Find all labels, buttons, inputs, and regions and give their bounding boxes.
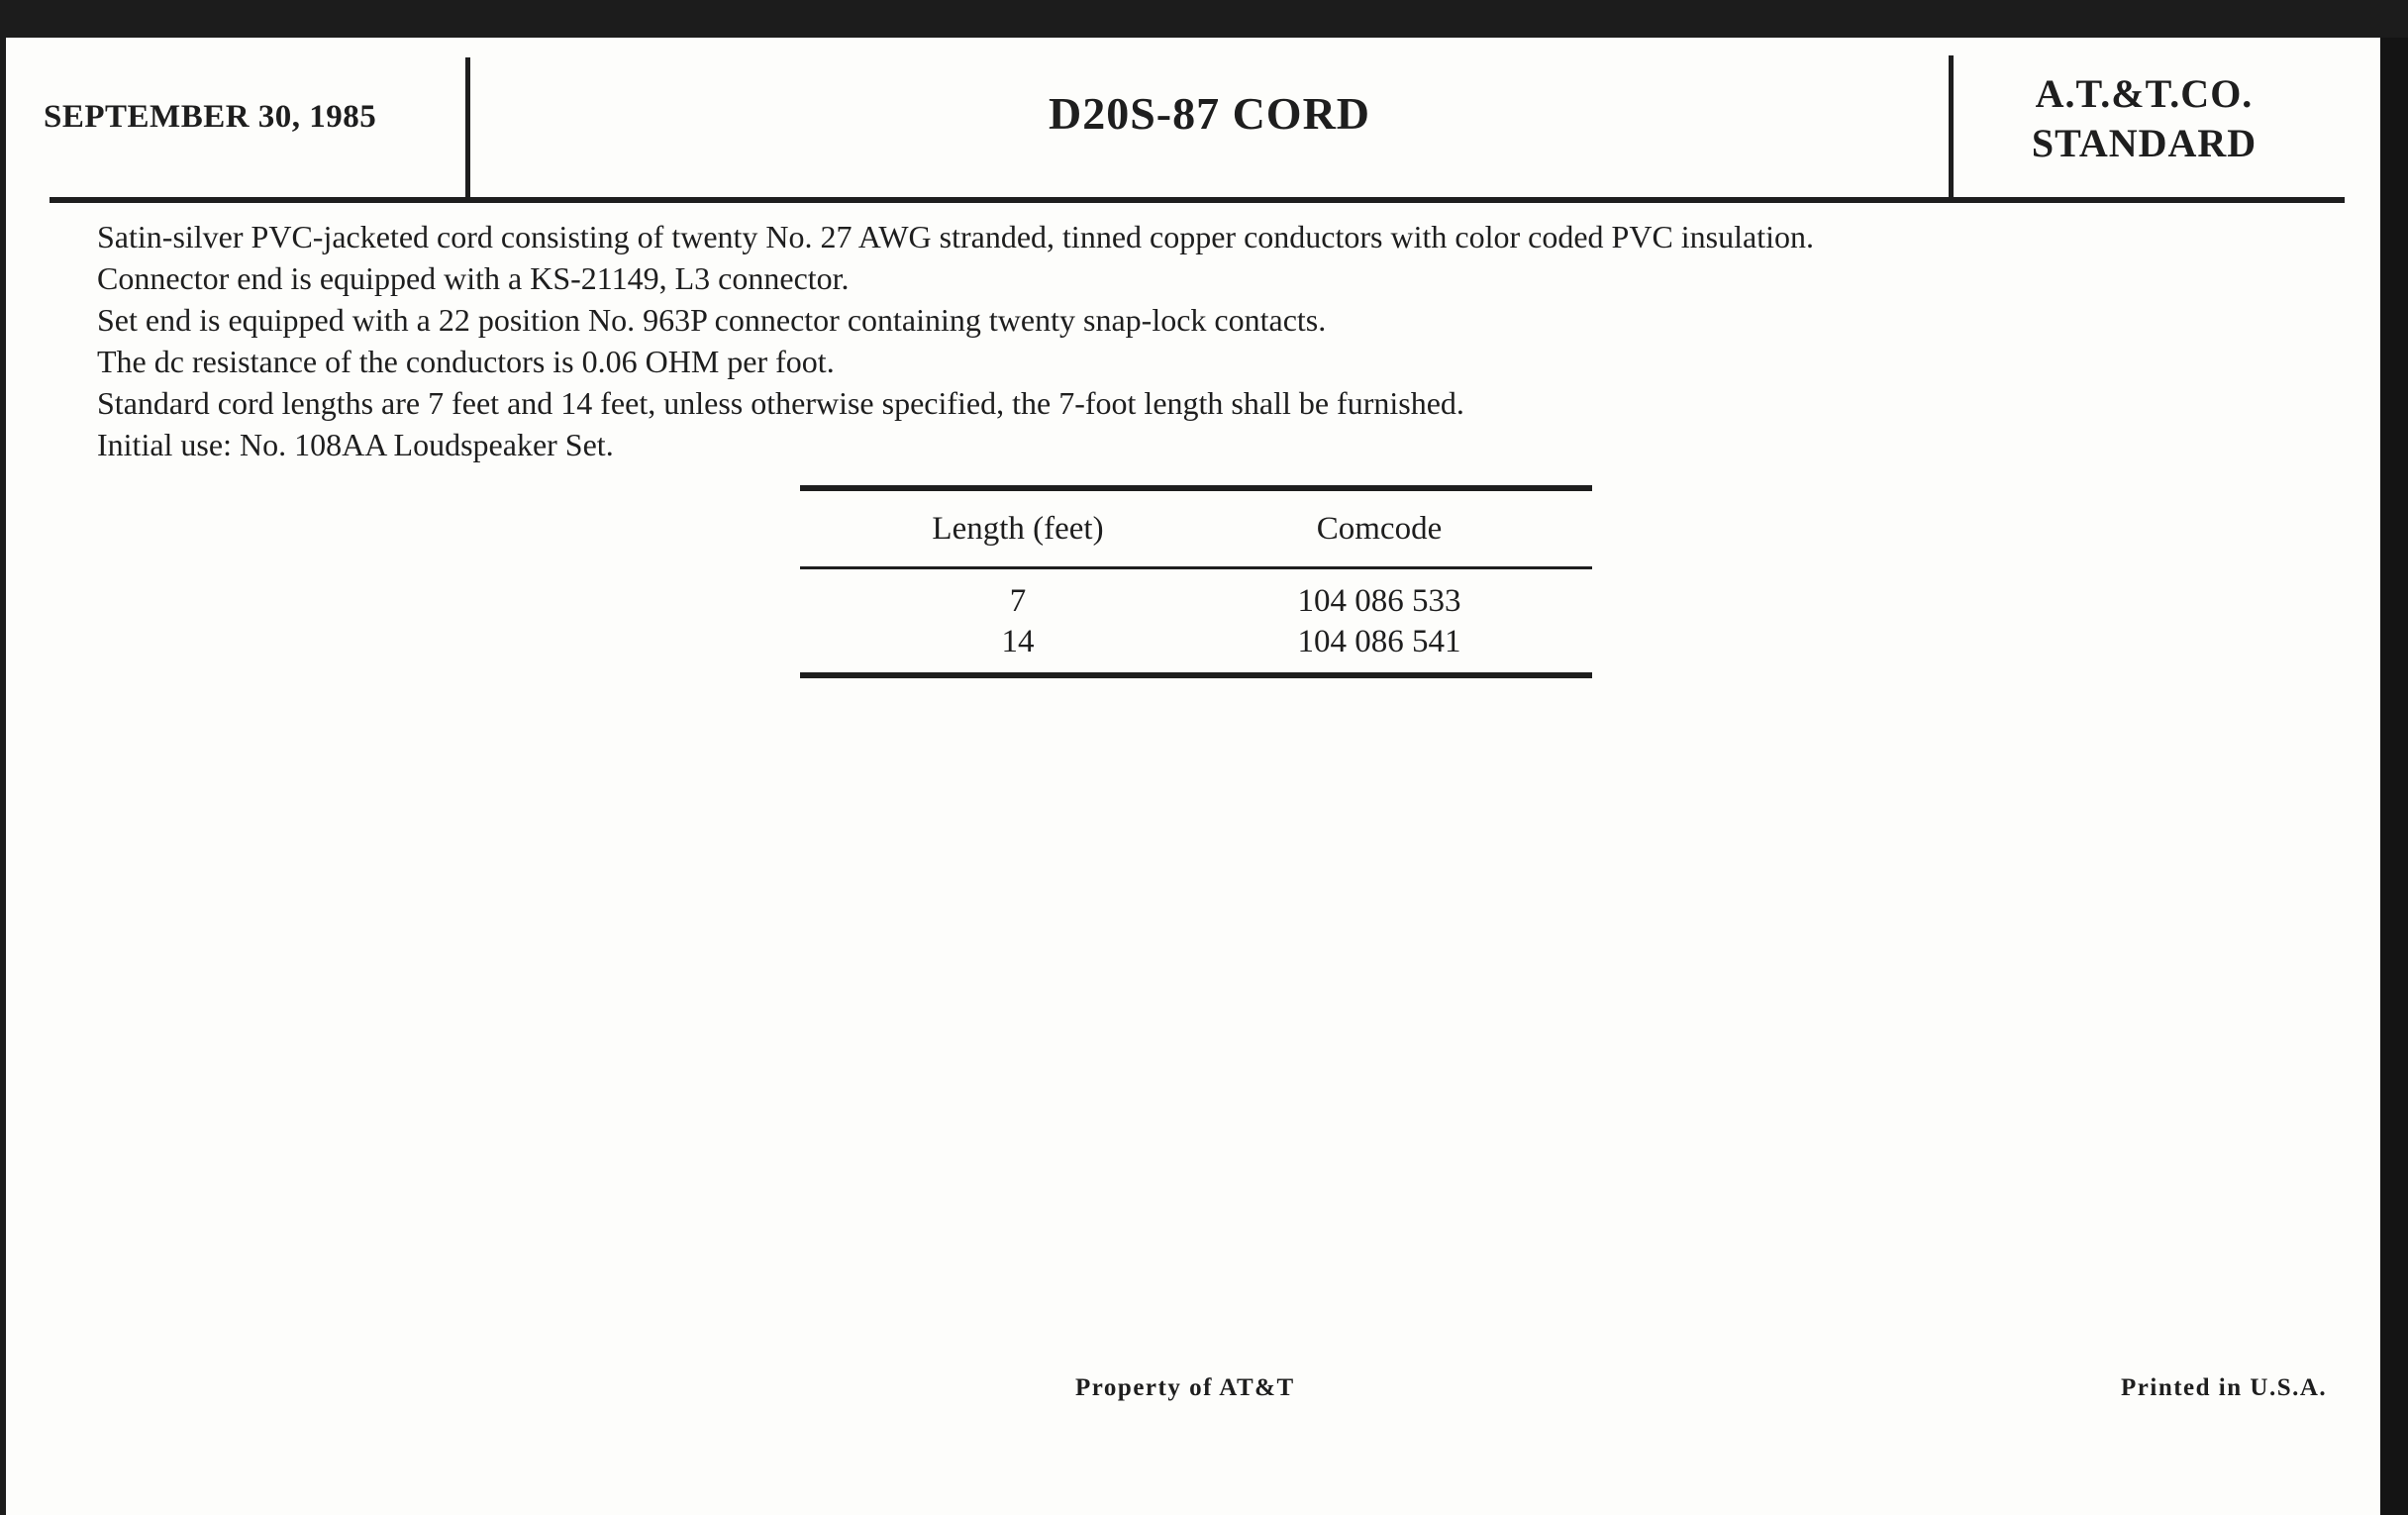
footer-printed: Printed in U.S.A. <box>2121 1374 2328 1401</box>
cell-comcode: 104 086 533 <box>1297 583 1461 619</box>
table-header-row <box>800 491 1592 566</box>
header-length: Length (feet) <box>932 510 1104 547</box>
description-line: Standard cord lengths are 7 feet and 14 feet, unless otherwise specified, the 7-foot length shall be furnished. <box>97 385 1464 421</box>
comcode-table <box>800 485 1592 678</box>
org-line-2: STANDARD <box>2031 121 2258 165</box>
cell-comcode: 104 086 541 <box>1297 624 1461 659</box>
cell-length: 7 <box>1009 583 1027 619</box>
cell-length: 14 <box>1001 624 1035 659</box>
org-line-1: A.T.&T.CO. <box>2035 71 2254 116</box>
table-bottom-rule <box>800 672 1592 678</box>
footer-property: Property of AT&T <box>1075 1374 1295 1401</box>
description-block <box>97 216 2335 465</box>
description-line: Set end is equipped with a 22 position No. 963P connector containing twenty snap-lock contacts. <box>97 302 1327 338</box>
table-row <box>800 622 1592 662</box>
header-rule <box>50 197 2345 203</box>
description-line: Connector end is equipped with a KS-21149, L3 connector. <box>97 260 850 296</box>
header-comcode: Comcode <box>1316 510 1443 547</box>
table-row <box>800 581 1592 622</box>
document-title: D20S-87 CORD <box>1048 88 1371 139</box>
description-line: Satin-silver PVC-jacketed cord consisting of twenty No. 27 AWG stranded, tinned copper conductors with color coded PVC insulation. <box>97 219 1814 254</box>
issue-date: SEPTEMBER 30, 1985 <box>44 99 377 135</box>
description-line: Initial use: No. 108AA Loudspeaker Set. <box>97 427 614 462</box>
description-line: The dc resistance of the conductors is 0.06 OHM per foot. <box>97 344 835 379</box>
scan-edge <box>2380 38 2408 1515</box>
standard-org <box>1954 69 2335 168</box>
